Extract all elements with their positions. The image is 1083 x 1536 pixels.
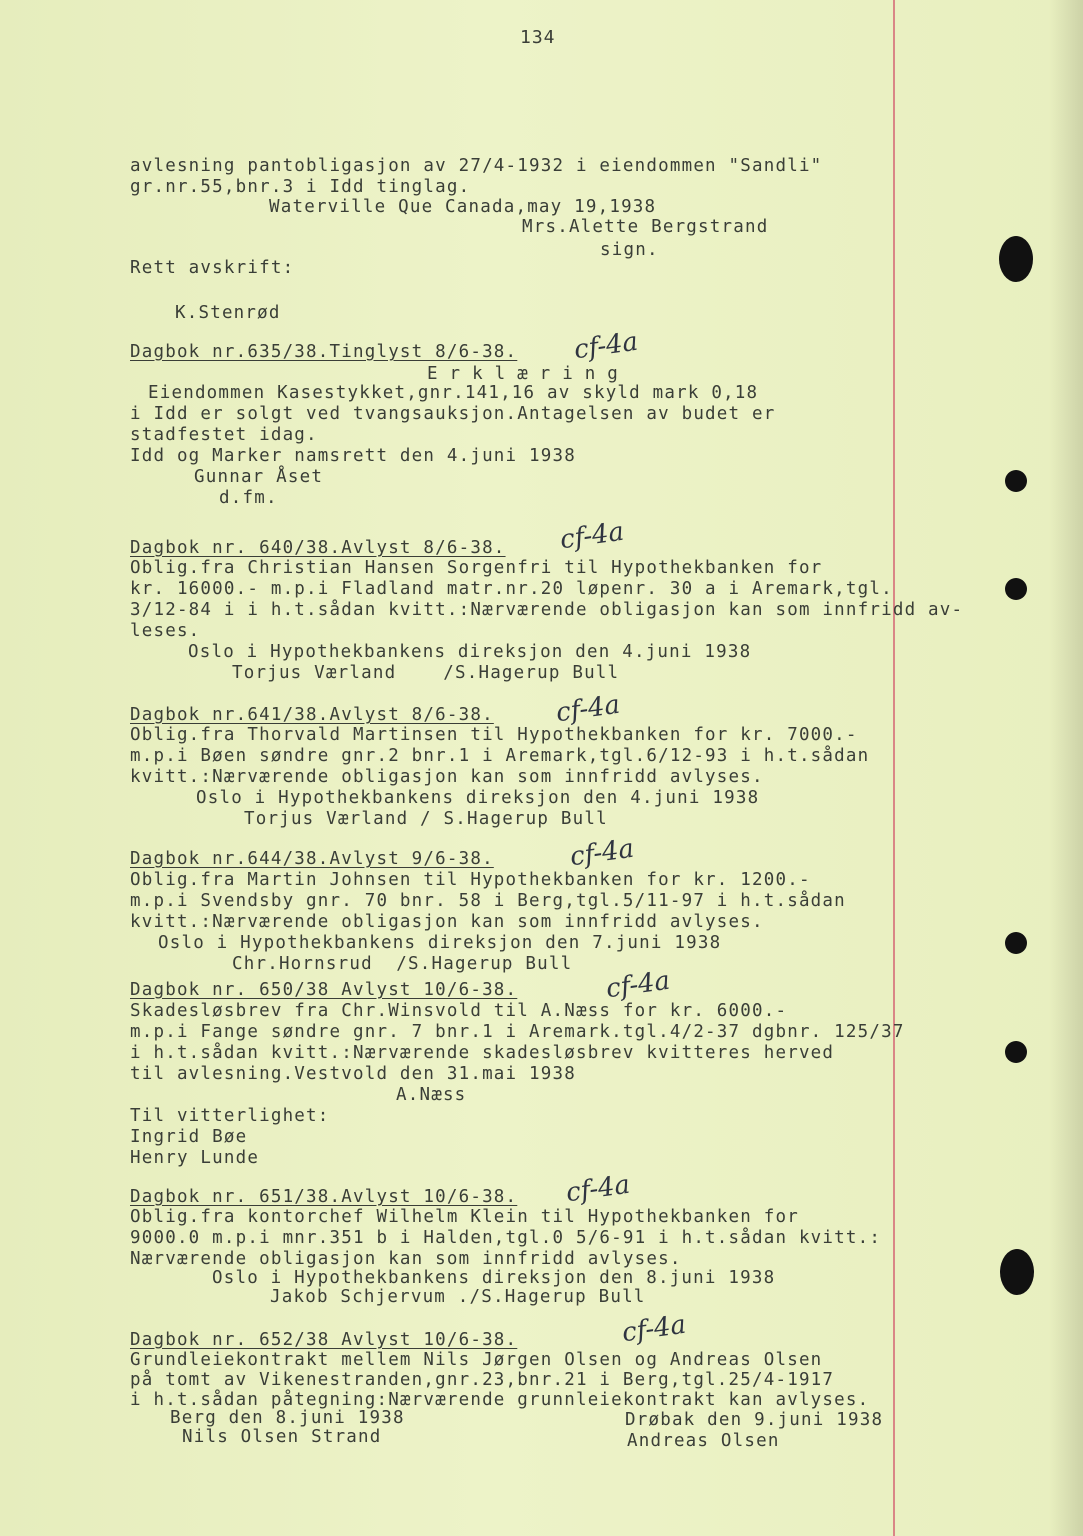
entry-line: Ingrid Bøe (130, 1127, 248, 1147)
entry-line: d.fm. (219, 488, 278, 508)
entry-line: leses. (130, 621, 201, 641)
margin-note: cf-4a (604, 965, 672, 1005)
entry-line: Oblig.fra Thorvald Martinsen til Hypothekbanken for kr. 7000.- (130, 725, 858, 745)
entry-heading: Dagbok nr. 650/38 Avlyst 10/6-38. (130, 980, 518, 1000)
entry-line: m.p.i Fange søndre gnr. 7 bnr.1 i Aremark.tgl.4/2-37 dgbnr. 125/37 (130, 1022, 905, 1042)
entry-line: i h.t.sådan påtegning:Nærværende grunnleiekontrakt kan avlyses. (130, 1390, 870, 1410)
page-edge-shadow (1049, 0, 1083, 1536)
entry-line: kvitt.:Nærværende obligasjon kan som innfridd avlyses. (130, 767, 764, 787)
entry-line: Gunnar Åset (194, 467, 324, 487)
margin-note: cf-4a (554, 689, 622, 729)
entry-line: m.p.i Svendsby gnr. 70 bnr. 58 i Berg,tgl.5/11-97 i h.t.sådan (130, 891, 846, 911)
margin-note: cf-4a (564, 1169, 632, 1209)
entry-line: Drøbak den 9.juni 1938 (625, 1410, 884, 1430)
entry-line: Chr.Hornsrud /S.Hagerup Bull (232, 954, 573, 974)
entry-line: i h.t.sådan kvitt.:Nærværende skadesløsbrev kvitteres herved (130, 1043, 835, 1063)
entry-line: Andreas Olsen (627, 1431, 780, 1451)
entry-line: Henry Lunde (130, 1148, 260, 1168)
entry-line: Nærværende obligasjon kan som innfridd avlyses. (130, 1249, 682, 1269)
entry-line: Jakob Schjervum ./S.Hagerup Bull (270, 1287, 646, 1307)
intro-line: Mrs.Alette Bergstrand (522, 217, 769, 237)
entry-line: Idd og Marker namsrett den 4.juni 1938 (130, 446, 576, 466)
entry-heading: Dagbok nr. 652/38 Avlyst 10/6-38. (130, 1330, 518, 1350)
punch-hole (1005, 932, 1027, 954)
entry-line: Oslo i Hypothekbankens direksjon den 7.juni 1938 (158, 933, 722, 953)
entry-line: i Idd er solgt ved tvangsauksjon.Antagelsen av budet er (130, 404, 776, 424)
punch-hole (1005, 578, 1027, 600)
entry-title: Erklæring (427, 364, 630, 384)
entry-line: kvitt.:Nærværende obligasjon kan som innfridd avlyses. (130, 912, 764, 932)
margin-note: cf-4a (572, 326, 640, 366)
entry-line: Oslo i Hypothekbankens direksjon den 4.juni 1938 (196, 788, 760, 808)
intro-line: Waterville Que Canada,may 19,1938 (269, 197, 657, 217)
entry-line: m.p.i Bøen søndre gnr.2 bnr.1 i Aremark,tgl.6/12-93 i h.t.sådan (130, 746, 870, 766)
intro-line: K.Stenrød (175, 303, 281, 323)
page-number: 134 (520, 27, 556, 48)
entry-line: 3/12-84 i i h.t.sådan kvitt.:Nærværende obligasjon kan som innfridd av- (130, 600, 964, 620)
punch-hole (1005, 470, 1027, 492)
entry-line: Oblig.fra Martin Johnsen til Hypothekbanken for kr. 1200.- (130, 870, 811, 890)
margin-rule (893, 0, 895, 1536)
entry-heading: Dagbok nr.644/38.Avlyst 9/6-38. (130, 849, 494, 869)
punch-hole (1005, 1041, 1027, 1063)
entry-line: Eiendommen Kasestykket,gnr.141,16 av skyld mark 0,18 (148, 383, 759, 403)
entry-heading: Dagbok nr.641/38.Avlyst 8/6-38. (130, 705, 494, 725)
entry-line: kr. 16000.- m.p.i Fladland matr.nr.20 løpenr. 30 a i Aremark,tgl. (130, 579, 893, 599)
entry-line: på tomt av Vikenestranden,gnr.23,bnr.21 i Berg,tgl.25/4-1917 (130, 1370, 835, 1390)
entry-line: Til vitterlighet: (130, 1106, 330, 1126)
punch-hole (999, 236, 1033, 282)
entry-line: Berg den 8.juni 1938 (170, 1408, 405, 1428)
entry-line: Skadesløsbrev fra Chr.Winsvold til A.Næss for kr. 6000.- (130, 1001, 788, 1021)
punch-hole (1000, 1249, 1034, 1295)
intro-line: sign. (600, 240, 659, 260)
entry-line: Nils Olsen Strand (182, 1427, 382, 1447)
intro-line: Rett avskrift: (130, 258, 295, 278)
entry-line: Oslo i Hypothekbankens direksjon den 8.juni 1938 (212, 1268, 776, 1288)
entry-heading: Dagbok nr.635/38.Tinglyst 8/6-38. (130, 342, 518, 362)
entry-line: Torjus Værland / S.Hagerup Bull (244, 809, 608, 829)
entry-line: Oblig.fra Christian Hansen Sorgenfri til Hypothekbanken for (130, 558, 823, 578)
entry-heading: Dagbok nr. 651/38.Avlyst 10/6-38. (130, 1187, 518, 1207)
entry-line: Oslo i Hypothekbankens direksjon den 4.juni 1938 (188, 642, 752, 662)
entry-heading: Dagbok nr. 640/38.Avlyst 8/6-38. (130, 538, 506, 558)
entry-line: til avlesning.Vestvold den 31.mai 1938 (130, 1064, 576, 1084)
margin-note: cf-4a (568, 833, 636, 873)
entry-line: 9000.0 m.p.i mnr.351 b i Halden,tgl.0 5/6-91 i h.t.sådan kvitt.: (130, 1228, 882, 1248)
margin-note: cf-4a (620, 1309, 688, 1349)
entry-line: Grundleiekontrakt mellem Nils Jørgen Olsen og Andreas Olsen (130, 1350, 823, 1370)
margin-note: cf-4a (558, 516, 626, 556)
entry-line: A.Næss (396, 1085, 467, 1105)
entry-line: Oblig.fra kontorchef Wilhelm Klein til Hypothekbanken for (130, 1207, 799, 1227)
intro-line: avlesning pantobligasjon av 27/4-1932 i eiendommen "Sandli" (130, 156, 823, 176)
intro-line: gr.nr.55,bnr.3 i Idd tinglag. (130, 177, 471, 197)
entry-line: stadfestet idag. (130, 425, 318, 445)
entry-line: Torjus Værland /S.Hagerup Bull (232, 663, 620, 683)
